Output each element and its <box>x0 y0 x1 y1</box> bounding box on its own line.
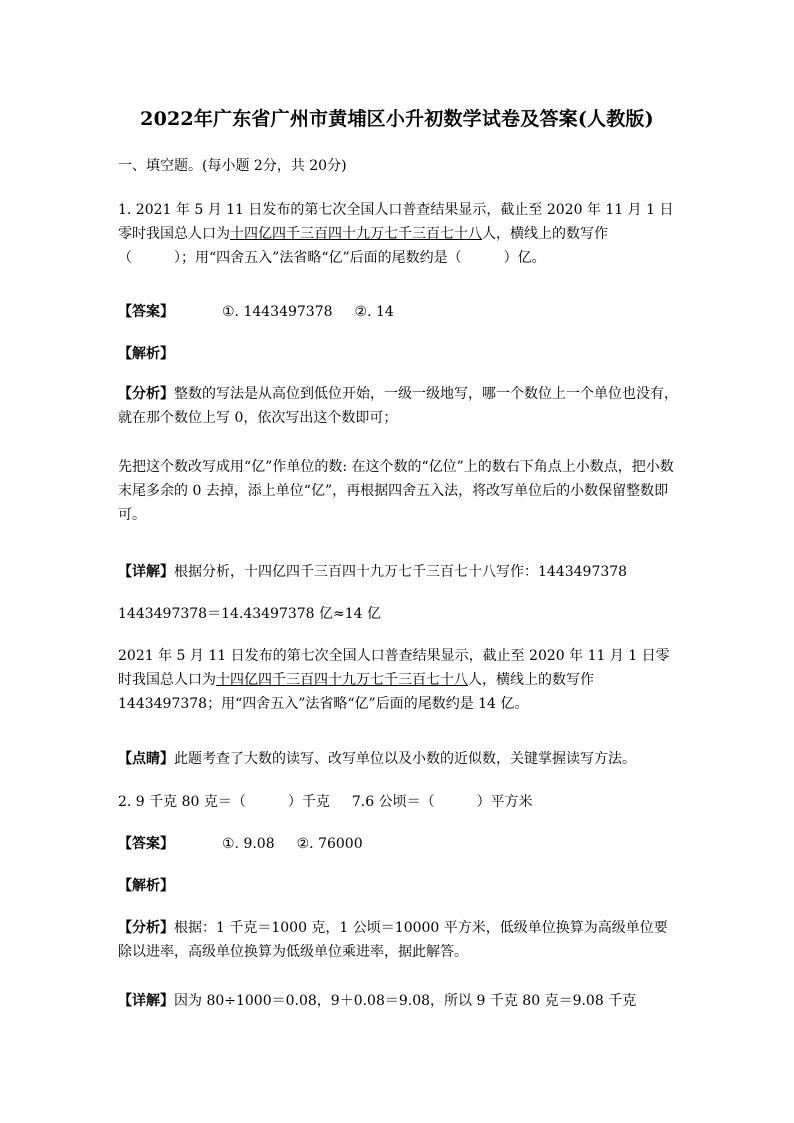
q1-analysis-label: 【解析】 <box>118 346 174 362</box>
q1-answer <box>118 300 678 324</box>
q2-answer-1: ①. 9.08 <box>222 836 275 852</box>
q1-underlined-number: 十四亿四千三百四十九万七千三百七十八 <box>230 226 482 242</box>
section-heading: 一、填空题。(每小题 2分，共 20分) <box>118 158 347 174</box>
q2-answer <box>118 832 678 856</box>
xiangjie-text: 因为 80÷1000＝0.08，9＋0.08＝9.08，所以 9 千克 80 克＝9.08 千克 <box>174 993 637 1009</box>
fenxi-label: 【分析】 <box>118 920 174 936</box>
restate-text-a: 2021 年 5 月 11 日发布的第七次全国人口普查结果显示，截止至 2020 年 11 月 1 日零时我国总人口为 <box>118 648 670 688</box>
xiangjie-label: 【详解】 <box>118 564 174 580</box>
fenxi-text: 根据：1 千克＝1000 克，1 公顷＝10000 平方米，低级单位换算为高级单位要除以进率，高级单位换算为低级单位乘进率，据此解答。 <box>118 920 668 960</box>
q1-dianjing <box>118 747 678 771</box>
q1-fenxi <box>118 382 678 430</box>
xiangjie-label: 【详解】 <box>118 993 174 1009</box>
answer-label: 【答案】 <box>118 836 174 852</box>
fenxi-text: 整数的写法是从高位到低位开始，一级一级地写，哪一个数位上一个单位也没有，就在那个数位上写 0，依次写出这个数即可； <box>118 386 678 426</box>
q2-answer-2: ②. 76000 <box>296 836 363 852</box>
question-2-text <box>118 790 678 814</box>
q2-xiangjie <box>118 989 678 1013</box>
restate-text-b: 人，横线上的数写作 1443497378；用“四舍五入”法省略“亿”后面的尾数约是 14 亿。 <box>118 672 594 712</box>
dianjing-label: 【点睛】 <box>118 751 174 767</box>
q1-restatement <box>118 644 678 716</box>
q1-text-a: 1. 2021 年 5 月 11 日发布的第七次全国人口普查结果显示，截止至 2020 年 11 月 1 日零时我国总人口为 <box>118 202 674 242</box>
q1-text-b: 人，横线上的数写作（ ）；用“四舍五入”法省略“亿”后面的尾数约是（ ）亿。 <box>118 226 608 266</box>
dianjing-text: 此题考查了大数的读写、改写单位以及小数的近似数，关键掌握读写方法。 <box>174 751 636 767</box>
fenxi-label: 【分析】 <box>118 386 174 402</box>
q1-answer-1: ①. 1443497378 <box>222 304 333 320</box>
xiangjie-text: 根据分析，十四亿四千三百四十九万七千三百七十八写作：1443497378 <box>174 564 628 580</box>
q2-text-a: 2. 9 千克 80 克＝（ ）千克 <box>118 794 330 810</box>
document-title: 2022年广东省广州市黄埔区小升初数学试卷及答案(人教版) <box>140 108 654 130</box>
q2-analysis-label: 【解析】 <box>118 878 174 894</box>
q1-xiangjie <box>118 560 678 584</box>
q2-fenxi <box>118 916 678 964</box>
q1-paragraph-2: 先把这个数改写成用“亿”作单位的数: 在这个数的“亿位”上的数右下角点上小数点，把小数末尾多余的 0 去掉，添上单位“亿”，再根据四舍五入法，将改写单位后的小数保留整数即可。 <box>118 459 674 523</box>
answer-label: 【答案】 <box>118 304 174 320</box>
q1-calc-line: 1443497378＝14.43497378 亿≈14 亿 <box>118 606 382 622</box>
q1-answer-2: ②. 14 <box>354 304 394 320</box>
q2-text-b: 7.6 公顷＝（ ）平方米 <box>351 794 533 810</box>
question-1-text <box>118 198 678 270</box>
restate-underlined-number: 十四亿四千三百四十九万七千三百七十八 <box>216 672 468 688</box>
